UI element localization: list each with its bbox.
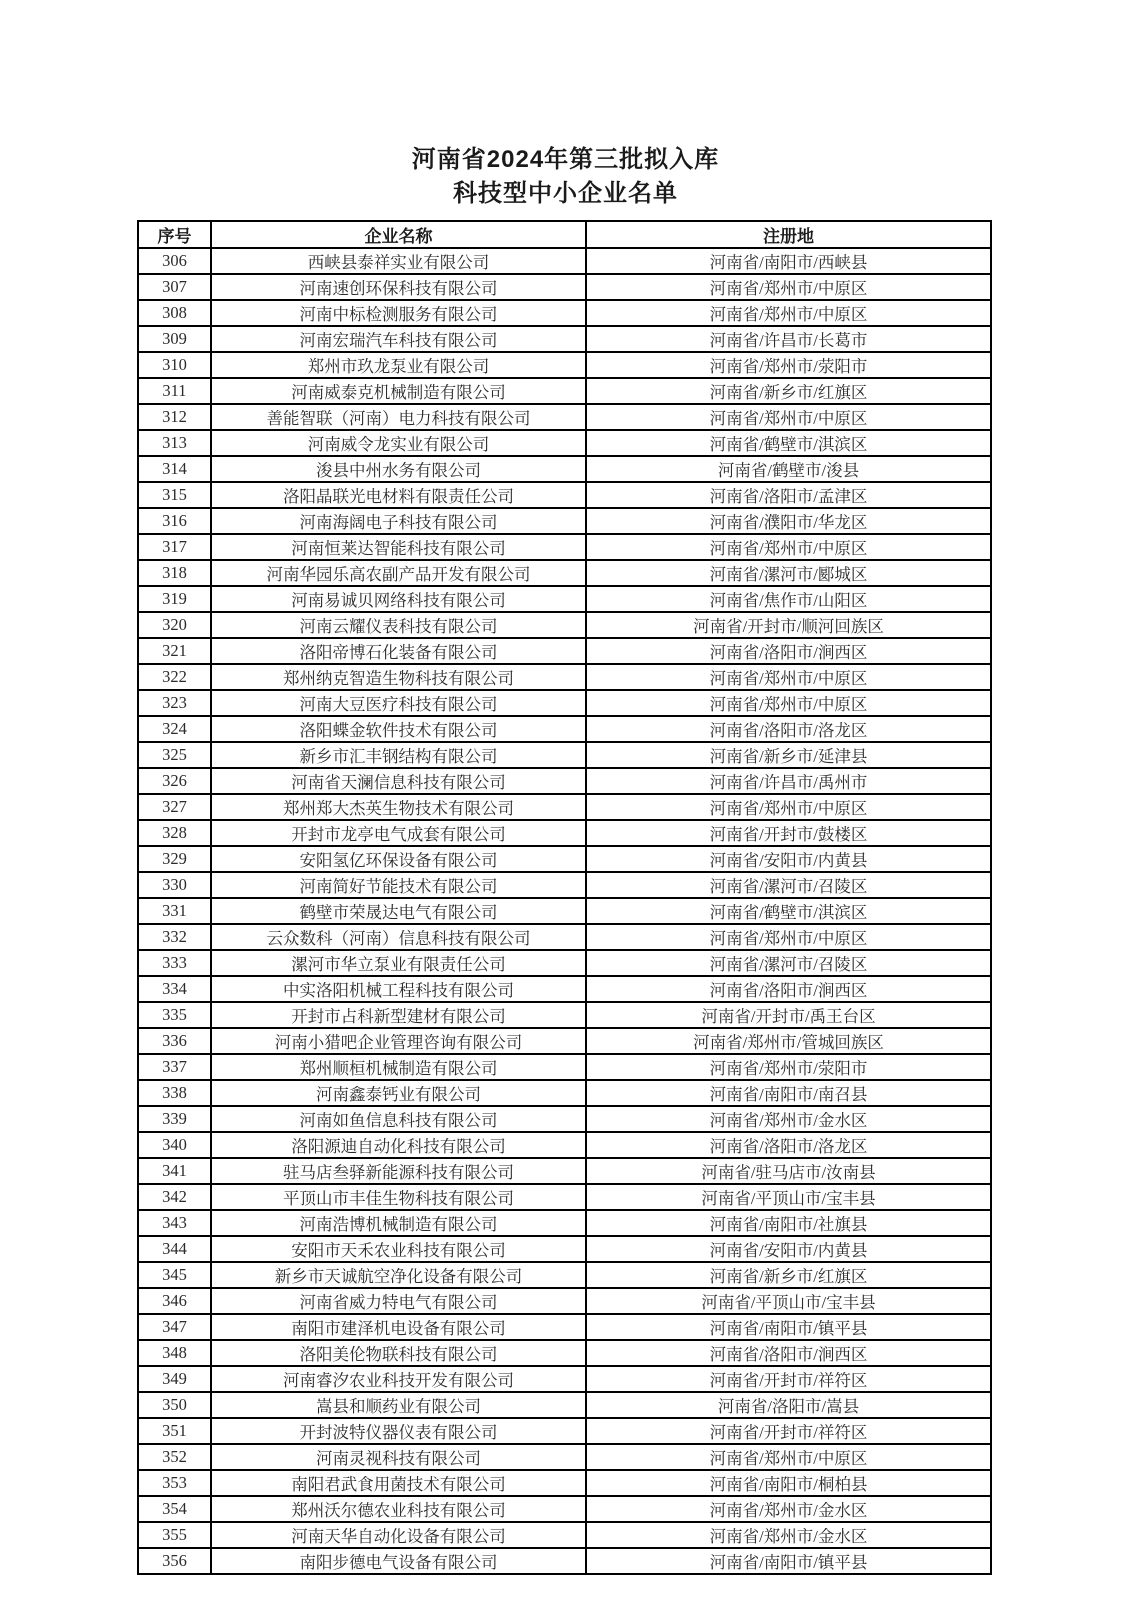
cell-location: 河南省/南阳市/镇平县 <box>586 1314 991 1340</box>
table-row <box>138 1132 991 1158</box>
cell-no: 350 <box>138 1392 211 1418</box>
cell-location: 河南省/驻马店市/汝南县 <box>586 1158 991 1184</box>
cell-no: 351 <box>138 1418 211 1444</box>
cell-no: 329 <box>138 846 211 872</box>
table-row <box>138 976 991 1002</box>
table-row <box>138 1314 991 1340</box>
table-header-row <box>138 221 991 248</box>
cell-company-name: 河南宏瑞汽车科技有限公司 <box>211 326 586 352</box>
cell-no: 306 <box>138 248 211 274</box>
cell-company-name: 嵩县和顺药业有限公司 <box>211 1392 586 1418</box>
cell-no: 309 <box>138 326 211 352</box>
cell-no: 324 <box>138 716 211 742</box>
cell-no: 334 <box>138 976 211 1002</box>
table-row <box>138 1288 991 1314</box>
table-row <box>138 846 991 872</box>
cell-location: 河南省/郑州市/中原区 <box>586 404 991 430</box>
cell-company-name: 河南威令龙实业有限公司 <box>211 430 586 456</box>
cell-no: 353 <box>138 1470 211 1496</box>
cell-location: 河南省/郑州市/中原区 <box>586 274 991 300</box>
table-row <box>138 1548 991 1574</box>
cell-company-name: 洛阳美伦物联科技有限公司 <box>211 1340 586 1366</box>
header-cell-location: 注册地 <box>586 221 991 248</box>
table-row <box>138 1340 991 1366</box>
cell-location: 河南省/南阳市/南召县 <box>586 1080 991 1106</box>
cell-company-name: 云众数科（河南）信息科技有限公司 <box>211 924 586 950</box>
cell-no: 348 <box>138 1340 211 1366</box>
table-row <box>138 1028 991 1054</box>
cell-no: 311 <box>138 378 211 404</box>
table-row <box>138 820 991 846</box>
cell-no: 315 <box>138 482 211 508</box>
cell-location: 河南省/焦作市/山阳区 <box>586 586 991 612</box>
cell-company-name: 河南省威力特电气有限公司 <box>211 1288 586 1314</box>
cell-company-name: 新乡市汇丰钢结构有限公司 <box>211 742 586 768</box>
cell-company-name: 河南大豆医疗科技有限公司 <box>211 690 586 716</box>
table-row <box>138 482 991 508</box>
cell-location: 河南省/洛阳市/洛龙区 <box>586 1132 991 1158</box>
cell-company-name: 河南速创环保科技有限公司 <box>211 274 586 300</box>
table-row <box>138 560 991 586</box>
cell-company-name: 河南易诚贝网络科技有限公司 <box>211 586 586 612</box>
cell-location: 河南省/漯河市/召陵区 <box>586 950 991 976</box>
cell-location: 河南省/新乡市/红旗区 <box>586 378 991 404</box>
cell-no: 310 <box>138 352 211 378</box>
cell-no: 356 <box>138 1548 211 1574</box>
table-body <box>138 248 991 1574</box>
cell-location: 河南省/郑州市/中原区 <box>586 924 991 950</box>
cell-no: 313 <box>138 430 211 456</box>
cell-company-name: 河南简好节能技术有限公司 <box>211 872 586 898</box>
cell-no: 308 <box>138 300 211 326</box>
cell-no: 345 <box>138 1262 211 1288</box>
cell-location: 河南省/漯河市/郾城区 <box>586 560 991 586</box>
cell-location: 河南省/开封市/顺河回族区 <box>586 612 991 638</box>
cell-company-name: 郑州顺桓机械制造有限公司 <box>211 1054 586 1080</box>
cell-no: 354 <box>138 1496 211 1522</box>
table-row <box>138 378 991 404</box>
cell-no: 319 <box>138 586 211 612</box>
cell-location: 河南省/开封市/禹王台区 <box>586 1002 991 1028</box>
cell-no: 327 <box>138 794 211 820</box>
cell-location: 河南省/安阳市/内黄县 <box>586 1236 991 1262</box>
cell-no: 331 <box>138 898 211 924</box>
cell-company-name: 郑州郑大杰英生物技术有限公司 <box>211 794 586 820</box>
cell-no: 330 <box>138 872 211 898</box>
cell-location: 河南省/郑州市/金水区 <box>586 1106 991 1132</box>
cell-company-name: 平顶山市丰佳生物科技有限公司 <box>211 1184 586 1210</box>
table-row <box>138 924 991 950</box>
cell-company-name: 洛阳源迪自动化科技有限公司 <box>211 1132 586 1158</box>
cell-location: 河南省/南阳市/社旗县 <box>586 1210 991 1236</box>
cell-no: 346 <box>138 1288 211 1314</box>
cell-company-name: 洛阳蝶金软件技术有限公司 <box>211 716 586 742</box>
cell-location: 河南省/新乡市/延津县 <box>586 742 991 768</box>
cell-location: 河南省/开封市/鼓楼区 <box>586 820 991 846</box>
cell-location: 河南省/洛阳市/孟津区 <box>586 482 991 508</box>
table-row <box>138 456 991 482</box>
cell-location: 河南省/郑州市/中原区 <box>586 690 991 716</box>
cell-no: 316 <box>138 508 211 534</box>
table-row <box>138 352 991 378</box>
cell-location: 河南省/洛阳市/涧西区 <box>586 1340 991 1366</box>
table-row <box>138 1366 991 1392</box>
header-cell-no: 序号 <box>138 221 211 248</box>
cell-location: 河南省/洛阳市/嵩县 <box>586 1392 991 1418</box>
cell-location: 河南省/鹤壁市/淇滨区 <box>586 898 991 924</box>
cell-location: 河南省/洛阳市/洛龙区 <box>586 716 991 742</box>
cell-company-name: 洛阳晶联光电材料有限责任公司 <box>211 482 586 508</box>
cell-company-name: 郑州市玖龙泵业有限公司 <box>211 352 586 378</box>
cell-location: 河南省/郑州市/金水区 <box>586 1496 991 1522</box>
table-row <box>138 898 991 924</box>
cell-location: 河南省/鹤壁市/淇滨区 <box>586 430 991 456</box>
page-title <box>0 0 1131 211</box>
cell-no: 323 <box>138 690 211 716</box>
cell-no: 352 <box>138 1444 211 1470</box>
table-row <box>138 612 991 638</box>
cell-no: 322 <box>138 664 211 690</box>
cell-no: 335 <box>138 1002 211 1028</box>
cell-no: 343 <box>138 1210 211 1236</box>
cell-no: 337 <box>138 1054 211 1080</box>
table-row <box>138 1080 991 1106</box>
cell-company-name: 河南中标检测服务有限公司 <box>211 300 586 326</box>
cell-no: 307 <box>138 274 211 300</box>
cell-company-name: 河南睿汐农业科技开发有限公司 <box>211 1366 586 1392</box>
cell-location: 河南省/郑州市/中原区 <box>586 794 991 820</box>
cell-location: 河南省/郑州市/荥阳市 <box>586 352 991 378</box>
table-row <box>138 638 991 664</box>
cell-company-name: 河南威泰克机械制造有限公司 <box>211 378 586 404</box>
cell-company-name: 驻马店叁驿新能源科技有限公司 <box>211 1158 586 1184</box>
cell-location: 河南省/南阳市/桐柏县 <box>586 1470 991 1496</box>
cell-no: 338 <box>138 1080 211 1106</box>
cell-location: 河南省/郑州市/荥阳市 <box>586 1054 991 1080</box>
cell-company-name: 河南华园乐高农副产品开发有限公司 <box>211 560 586 586</box>
table-row <box>138 1496 991 1522</box>
cell-company-name: 安阳市天禾农业科技有限公司 <box>211 1236 586 1262</box>
cell-no: 321 <box>138 638 211 664</box>
cell-location: 河南省/郑州市/金水区 <box>586 1522 991 1548</box>
cell-location: 河南省/郑州市/中原区 <box>586 534 991 560</box>
cell-location: 河南省/漯河市/召陵区 <box>586 872 991 898</box>
cell-no: 340 <box>138 1132 211 1158</box>
header-cell-name: 企业名称 <box>211 221 586 248</box>
cell-company-name: 西峡县泰祥实业有限公司 <box>211 248 586 274</box>
cell-company-name: 鹤壁市荣晟达电气有限公司 <box>211 898 586 924</box>
table-row <box>138 300 991 326</box>
cell-location: 河南省/开封市/祥符区 <box>586 1366 991 1392</box>
table-row <box>138 534 991 560</box>
table-row <box>138 274 991 300</box>
table-row <box>138 1262 991 1288</box>
cell-company-name: 洛阳帝博石化装备有限公司 <box>211 638 586 664</box>
table-header <box>138 221 991 248</box>
cell-location: 河南省/郑州市/管城回族区 <box>586 1028 991 1054</box>
cell-company-name: 河南如鱼信息科技有限公司 <box>211 1106 586 1132</box>
cell-company-name: 开封市占科新型建材有限公司 <box>211 1002 586 1028</box>
table-row <box>138 1210 991 1236</box>
cell-location: 河南省/安阳市/内黄县 <box>586 846 991 872</box>
cell-company-name: 浚县中州水务有限公司 <box>211 456 586 482</box>
cell-no: 325 <box>138 742 211 768</box>
cell-location: 河南省/鹤壁市/浚县 <box>586 456 991 482</box>
cell-no: 349 <box>138 1366 211 1392</box>
cell-no: 336 <box>138 1028 211 1054</box>
table-row <box>138 1002 991 1028</box>
cell-no: 355 <box>138 1522 211 1548</box>
cell-location: 河南省/平顶山市/宝丰县 <box>586 1184 991 1210</box>
cell-location: 河南省/南阳市/镇平县 <box>586 1548 991 1574</box>
cell-company-name: 安阳氢亿环保设备有限公司 <box>211 846 586 872</box>
cell-location: 河南省/洛阳市/涧西区 <box>586 976 991 1002</box>
cell-company-name: 南阳市建泽机电设备有限公司 <box>211 1314 586 1340</box>
table-row <box>138 404 991 430</box>
page-title-line2: 科技型中小企业名单 <box>453 180 678 207</box>
page-title-line1: 河南省2024年第三批拟入库 <box>411 146 720 173</box>
cell-location: 河南省/郑州市/中原区 <box>586 664 991 690</box>
table-row <box>138 430 991 456</box>
cell-location: 河南省/许昌市/禹州市 <box>586 768 991 794</box>
cell-company-name: 新乡市天诚航空净化设备有限公司 <box>211 1262 586 1288</box>
cell-company-name: 中实洛阳机械工程科技有限公司 <box>211 976 586 1002</box>
cell-company-name: 河南天华自动化设备有限公司 <box>211 1522 586 1548</box>
cell-company-name: 河南灵视科技有限公司 <box>211 1444 586 1470</box>
cell-no: 342 <box>138 1184 211 1210</box>
cell-company-name: 河南云耀仪表科技有限公司 <box>211 612 586 638</box>
cell-company-name: 河南海阔电子科技有限公司 <box>211 508 586 534</box>
table-row <box>138 508 991 534</box>
table-row <box>138 586 991 612</box>
company-table <box>137 220 992 1575</box>
cell-no: 344 <box>138 1236 211 1262</box>
cell-company-name: 河南省天澜信息科技有限公司 <box>211 768 586 794</box>
table-row <box>138 742 991 768</box>
cell-location: 河南省/郑州市/中原区 <box>586 300 991 326</box>
cell-location: 河南省/平顶山市/宝丰县 <box>586 1288 991 1314</box>
cell-company-name: 河南恒莱达智能科技有限公司 <box>211 534 586 560</box>
cell-company-name: 善能智联（河南）电力科技有限公司 <box>211 404 586 430</box>
table-row <box>138 872 991 898</box>
cell-company-name: 南阳君武食用菌技术有限公司 <box>211 1470 586 1496</box>
cell-location: 河南省/郑州市/中原区 <box>586 1444 991 1470</box>
cell-no: 320 <box>138 612 211 638</box>
cell-no: 317 <box>138 534 211 560</box>
table-row <box>138 794 991 820</box>
cell-company-name: 郑州沃尔德农业科技有限公司 <box>211 1496 586 1522</box>
cell-company-name: 河南小猎吧企业管理咨询有限公司 <box>211 1028 586 1054</box>
table-row <box>138 1054 991 1080</box>
table-row <box>138 1522 991 1548</box>
cell-location: 河南省/濮阳市/华龙区 <box>586 508 991 534</box>
cell-no: 347 <box>138 1314 211 1340</box>
cell-company-name: 漯河市华立泵业有限责任公司 <box>211 950 586 976</box>
cell-company-name: 河南鑫泰钙业有限公司 <box>211 1080 586 1106</box>
cell-company-name: 河南浩博机械制造有限公司 <box>211 1210 586 1236</box>
cell-location: 河南省/开封市/祥符区 <box>586 1418 991 1444</box>
cell-company-name: 郑州纳克智造生物科技有限公司 <box>211 664 586 690</box>
table-row <box>138 1392 991 1418</box>
cell-location: 河南省/南阳市/西峡县 <box>586 248 991 274</box>
cell-company-name: 开封波特仪器仪表有限公司 <box>211 1418 586 1444</box>
table-row <box>138 690 991 716</box>
table-row <box>138 950 991 976</box>
cell-company-name: 南阳步德电气设备有限公司 <box>211 1548 586 1574</box>
cell-no: 328 <box>138 820 211 846</box>
cell-location: 河南省/新乡市/红旗区 <box>586 1262 991 1288</box>
cell-location: 河南省/洛阳市/涧西区 <box>586 638 991 664</box>
table-row <box>138 1418 991 1444</box>
table-row <box>138 664 991 690</box>
cell-no: 326 <box>138 768 211 794</box>
cell-no: 332 <box>138 924 211 950</box>
table-row <box>138 326 991 352</box>
table-row <box>138 1158 991 1184</box>
cell-location: 河南省/许昌市/长葛市 <box>586 326 991 352</box>
table-row <box>138 768 991 794</box>
cell-no: 339 <box>138 1106 211 1132</box>
cell-company-name: 开封市龙亭电气成套有限公司 <box>211 820 586 846</box>
table-row <box>138 1106 991 1132</box>
cell-no: 333 <box>138 950 211 976</box>
table-row <box>138 248 991 274</box>
table-row <box>138 1236 991 1262</box>
cell-no: 341 <box>138 1158 211 1184</box>
cell-no: 318 <box>138 560 211 586</box>
table-row <box>138 1470 991 1496</box>
table-row <box>138 1444 991 1470</box>
table-row <box>138 1184 991 1210</box>
table-row <box>138 716 991 742</box>
cell-no: 314 <box>138 456 211 482</box>
cell-no: 312 <box>138 404 211 430</box>
